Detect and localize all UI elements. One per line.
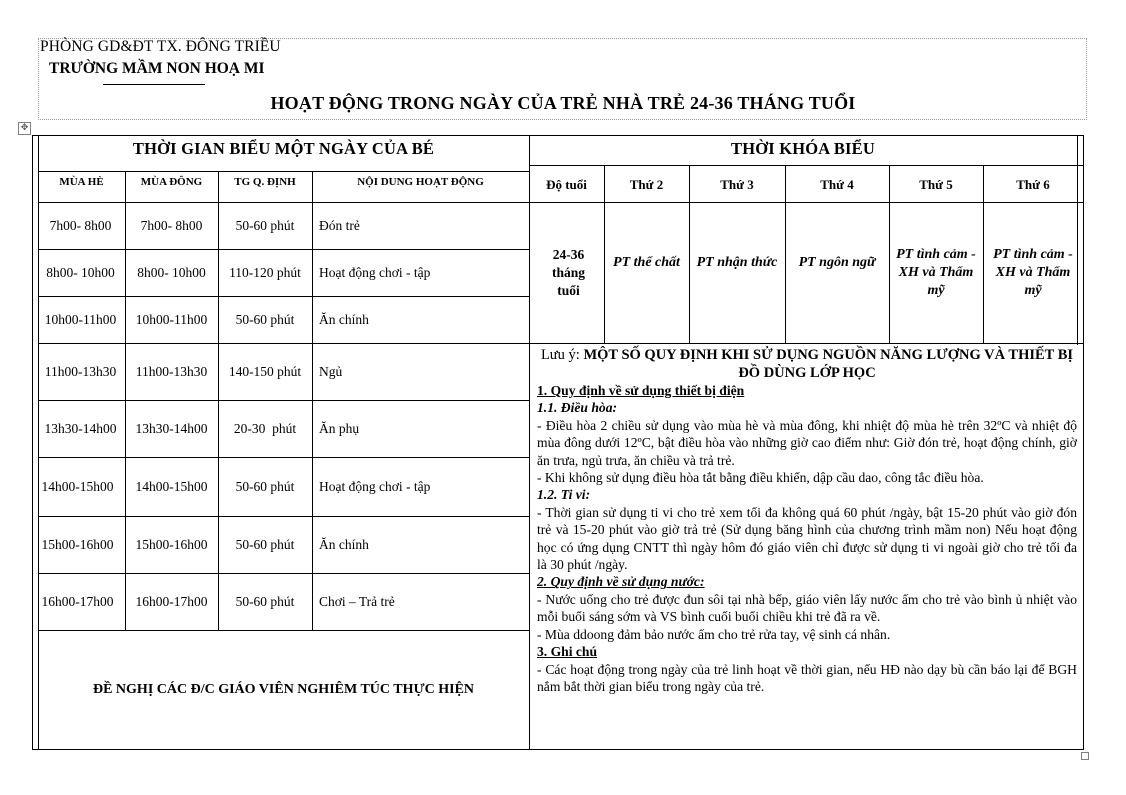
schedule-activity: Ăn chính xyxy=(319,312,369,327)
schedule-summer-time: 10h00-11h00 xyxy=(44,312,117,327)
schedule-winter-time: 16h00-17h00 xyxy=(135,594,208,609)
timetable-title: THỜI KHÓA BIỂU xyxy=(730,138,875,158)
schedule-duration: 110-120 phút xyxy=(229,265,301,280)
aircon-rule-2: - Khi không sử dụng điều hòa tắt bằng điều khiển, dập cầu dao, công tắc điều hòa. xyxy=(537,470,984,486)
day-header-monday: Thứ 2 xyxy=(629,176,664,192)
section-water-heading: 2. Quy định về sử dụng nước: xyxy=(537,574,705,590)
schedule-duration: 50-60 phút xyxy=(235,594,295,609)
school-underline xyxy=(103,84,205,85)
schedule-activity: Hoạt động chơi - tập xyxy=(319,479,431,494)
schedule-summer-time: 8h00- 10h00 xyxy=(46,265,115,280)
schedule-winter-time: 7h00- 8h00 xyxy=(140,218,203,233)
schedule-summer-time: 11h00-13h30 xyxy=(44,364,117,379)
general-note: - Các hoạt động trong ngày của trẻ linh hoạt về thời gian, nếu HĐ nào dạy bù cần báo lại để BGH nắm bắt thời gian biểu trong ngày của trẻ. xyxy=(537,661,1077,694)
section-notes-heading: 3. Ghi chú xyxy=(537,644,598,660)
schedule-winter-time: 11h00-13h30 xyxy=(135,364,208,379)
notes-title-text: MỘT SỐ QUY ĐỊNH KHI SỬ DỤNG NGUỒN NĂNG LƯỢNG VÀ THIẾT BỊ ĐỒ DÙNG LỚP HỌC xyxy=(583,347,1074,381)
school-name: TRƯỜNG MẦM NON HOẠ MI xyxy=(49,60,265,77)
subject-tuesday: PT nhận thức xyxy=(696,255,778,270)
schedule-duration: 20-30 phút xyxy=(233,421,297,436)
daily-schedule-title: THỜI GIAN BIỂU MỘT NGÀY CỦA BÉ xyxy=(132,138,435,158)
col-header-activity: NỘI DUNG HOẠT ĐỘNG xyxy=(357,175,484,188)
schedule-summer-time: 7h00- 8h00 xyxy=(49,218,112,233)
schedule-winter-time: 14h00-15h00 xyxy=(135,479,208,494)
schedule-duration: 50-60 phút xyxy=(235,312,295,327)
subject-friday: PT tình cảm - XH và Thẩm mỹ xyxy=(993,247,1073,298)
schedule-duration: 50-60 phút xyxy=(235,537,295,552)
schedule-summer-time: 16h00-17h00 xyxy=(41,594,114,609)
age-group: 24-36 tháng tuổi xyxy=(551,247,585,298)
page-title: HOẠT ĐỘNG TRONG NGÀY CỦA TRẺ NHÀ TRẺ 24-36 THÁNG TUỔI xyxy=(270,93,856,113)
schedule-winter-time: 10h00-11h00 xyxy=(135,312,208,327)
subsection-aircon-heading: 1.1. Điều hòa: xyxy=(537,400,618,416)
day-header-thursday: Thứ 5 xyxy=(919,176,953,192)
schedule-activity: Ăn chính xyxy=(319,537,369,552)
day-header-wednesday: Thứ 4 xyxy=(820,176,854,192)
day-header-friday: Thứ 6 xyxy=(1016,176,1050,192)
department-name: PHÒNG GD&ĐT TX. ĐÔNG TRIỀU xyxy=(40,38,281,55)
water-rule-1: - Nước uống cho trẻ được đun sôi tại nhà bếp, giáo viên lấy nước ấm cho trẻ vào bình ủ nhiệt vào mỗi buổi sáng sớm và VS bình cuối buổi chiều khi trẻ đã ra về. xyxy=(537,591,1077,625)
schedule-winter-time: 13h30-14h00 xyxy=(135,421,208,436)
energy-usage-notes xyxy=(537,346,1077,695)
subject-wednesday: PT ngôn ngữ xyxy=(798,255,876,270)
schedule-activity: Ăn phụ xyxy=(319,421,360,436)
table-resize-handle-icon[interactable] xyxy=(1081,752,1089,760)
schedule-duration: 50-60 phút xyxy=(235,479,295,494)
notes-title xyxy=(537,346,1077,382)
schedule-activity: Hoạt động chơi - tập xyxy=(319,265,431,280)
schedule-winter-time: 15h00-16h00 xyxy=(135,537,208,552)
col-header-duration: TG Q. ĐỊNH xyxy=(234,175,296,188)
notes-lead: Lưu ý: xyxy=(540,347,584,363)
col-header-winter: MÙA ĐÔNG xyxy=(140,175,203,188)
aircon-rule-1: - Điều hòa 2 chiều sử dụng vào mùa hè và mùa đông, khi nhiệt độ mùa hè trên 32ºC và nhiệt độ mùa đông dưới 12ºC, bật điều hòa vào những giờ cao điểm như: Giờ đón trẻ, hoạt động chính, giờ ăn trưa, ngủ trưa, ăn chiều và trả trẻ. xyxy=(537,417,1077,468)
schedule-summer-time: 14h00-15h00 xyxy=(41,479,114,494)
col-header-summer: MÙA HÈ xyxy=(59,175,104,188)
schedule-activity: Đón trẻ xyxy=(319,218,360,233)
schedule-summer-time: 15h00-16h00 xyxy=(41,537,114,552)
subsection-tv-heading: 1.2. Ti vi: xyxy=(537,487,591,503)
section-electric-heading: 1. Quy định về sử dụng thiết bị điện xyxy=(537,383,745,398)
water-rule-2: - Mùa ddoong đảm bảo nước ấm cho trẻ rửa tay, vệ sinh cá nhân. xyxy=(537,626,891,642)
schedule-winter-time: 8h00- 10h00 xyxy=(137,265,206,280)
subject-thursday: PT tình cảm - XH và Thẩm mỹ xyxy=(896,247,976,298)
table-move-handle-icon[interactable]: ✥ xyxy=(18,122,31,135)
subject-monday: PT thể chất xyxy=(613,255,680,270)
schedule-duration: 140-150 phút xyxy=(228,364,302,379)
schedule-duration: 50-60 phút xyxy=(235,218,295,233)
age-column-header: Độ tuổi xyxy=(546,176,587,192)
schedule-activity: Chơi – Trả trẻ xyxy=(319,594,395,609)
day-header-tuesday: Thứ 3 xyxy=(720,176,754,192)
schedule-summer-time: 13h30-14h00 xyxy=(44,421,117,436)
tv-rule: - Thời gian sử dụng ti vi cho trẻ xem tối đa không quá 60 phút /ngày, bật 15-20 phút vào giờ đón trẻ và 15-20 phút vào giờ trả trẻ (Sử dụng băng hình của chương trình mầm non) Nếu hoạt động học có ứng dụng CNTT thì ngày hôm đó giáo viên chỉ được sử dụng ti vi ngoài giờ cho trẻ tối đa là 30 phút /ngày. xyxy=(537,504,1077,573)
teacher-compliance-note: ĐỀ NGHỊ CÁC Đ/C GIÁO VIÊN NGHIÊM TÚC THỰC HIỆN xyxy=(92,682,475,697)
schedule-activity: Ngủ xyxy=(319,364,343,379)
